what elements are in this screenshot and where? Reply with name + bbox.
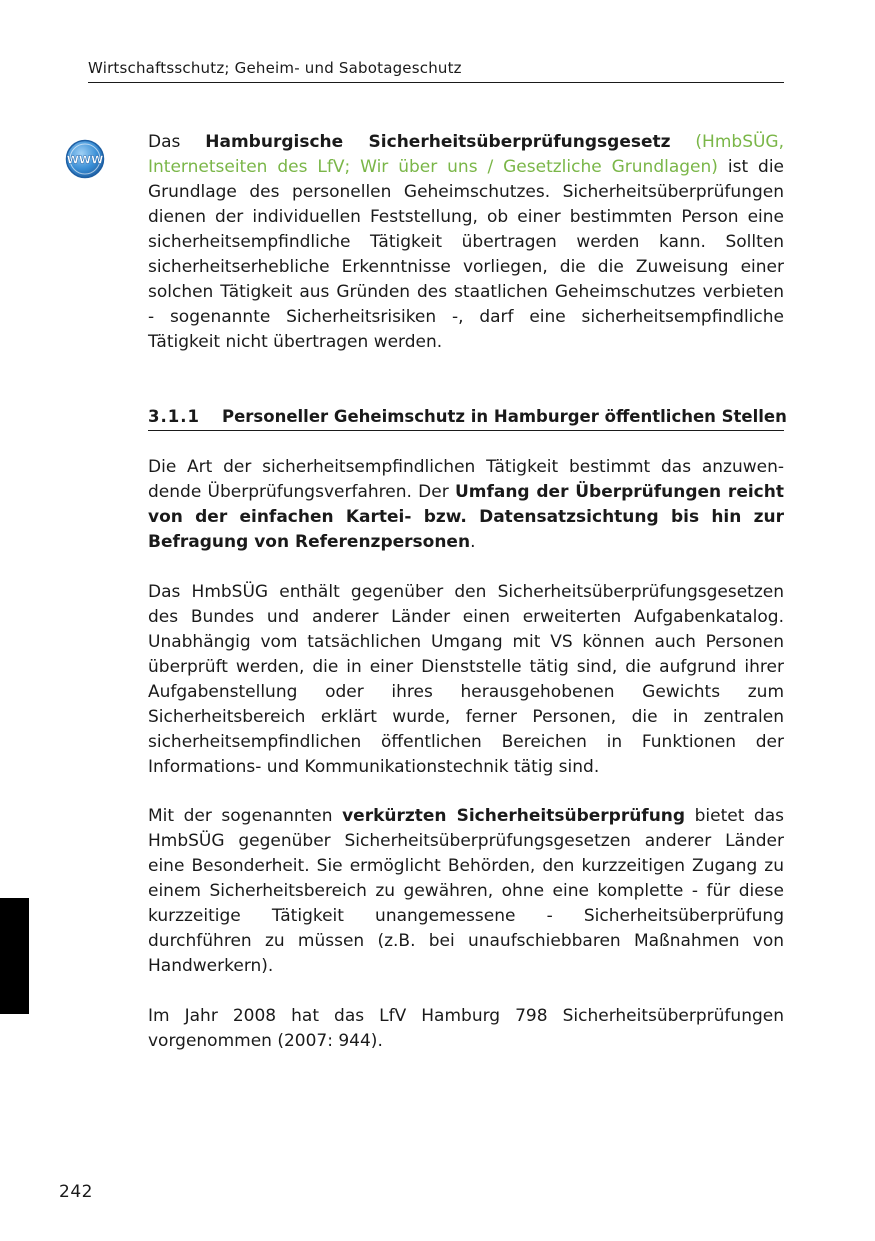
section-number: 3.1.1 [148,407,200,426]
section-title: Personeller Geheimschutz in Hamburger öffentlichen Stellen [222,407,787,426]
chapter-tab-marker [0,898,29,1014]
paragraph-3 [148,804,784,979]
paragraph-1-text: Die Art der sicherheitsempfindlichen Tätigkeit bestimmt das anzuwendende Überprüfungsverfahren. Der Umfang der Überprüfungen reicht von der einfachen Kartei- bzw. Datensatzsichtung bis hin zur Befragung von Referenzpersonen. [148,457,784,552]
paragraph-1 [148,455,784,555]
intro-paragraph: Das Hamburgische Sicherheitsüberprüfungsgesetz (HmbSÜG, Internetseiten des LfV; Wir über uns / Gesetzliche Grundlagen) ist die Grundlage des personellen Geheimschutzes. Sicherheitsüberprüfungen dienen der individuellen Feststellung, ob einer bestimmten Person eine sicherheitsempfindliche Tätigkeit übertragen werden kann. Sollten sicherheitserhebliche Erkenntnisse vorliegen, die die Zuweisung einer solchen Tätigkeit aus Gründen des staatlichen Geheimschutzes verbieten - sogenannte Sicherheitsrisiken -, darf eine sicherheitsempfindliche Tätigkeit nicht übertragen werden. [148,132,785,352]
paragraph-4-text: Im Jahr 2008 hat das LfV Hamburg 798 Sicherheitsüberprüfungen vorgenommen (2007: 944). [148,1006,784,1051]
paragraph-4 [148,1004,784,1054]
running-header [88,58,784,83]
www-icon-label: WWW [66,153,104,167]
www-icon[interactable] [65,139,105,179]
internet-reference-link[interactable]: (HmbSÜG, Internetseiten des LfV; Wir über uns / Gesetzliche Grundlagen) [148,132,784,177]
intro-block [148,130,784,355]
page-number: 242 [59,1182,93,1202]
paragraph-2-text: Das HmbSÜG enthält gegenüber den Sicherheitsüberprüfungsgesetzen des Bundes und anderer Länder einen erweiterten Aufgabenkatalog. Unabhängig vom tatsächlichen Umgang mit VS können auch Personen überprüft werden, die in einer Dienststelle tätig sind, die aufgrund ihrer Aufgabenstellung oder ihres herausgehobenen Gewichts zum Sicherheitsbereich erklärt wurde, ferner Personen, die in zentralen sicherheitsempfindlichen öffentlichen Bereichen in Funktionen der Informations- und Kommunikationstechnik tätig sind. [148,582,784,777]
paragraph-2 [148,580,784,780]
running-header-title: Wirtschaftsschutz; Geheim- und Sabotageschutz [88,59,462,77]
law-name: Hamburgische Sicherheitsüberprüfungsgesetz [205,132,671,152]
section-heading [148,404,787,431]
paragraph-3-text: Mit der sogenannten verkürzten Sicherheitsüberprüfung bietet das HmbSÜG gegenüber Sicherheitsüberprüfungsgesetzen anderer Länder eine Besonderheit. Sie ermöglicht Behörden, den kurzzeitigen Zugang zu einem Sicherheitsbereich zu gewähren, ohne eine komplette - für diese kurzzeitige Tätigkeit unangemessene - Sicherheitsüberprüfung durchführen zu müssen (z.B. bei unaufschiebbaren Maßnahmen von Handwerkern). [148,806,785,976]
